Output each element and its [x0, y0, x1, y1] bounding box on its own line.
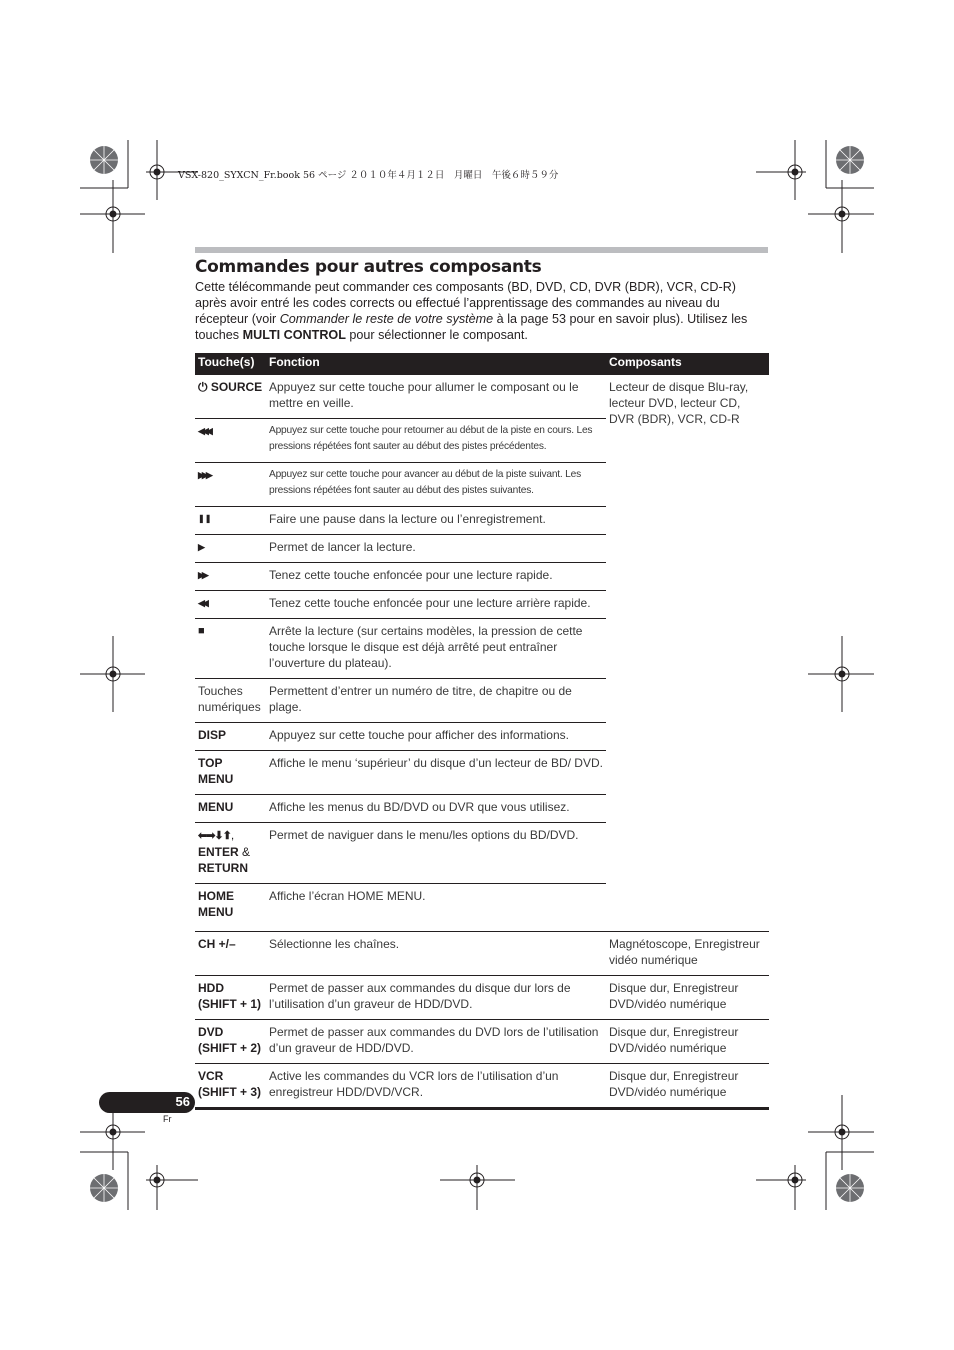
table-row — [195, 1020, 769, 1064]
function-cell: Sélectionne les chaînes. — [266, 932, 606, 976]
key-cell: TOP MENU — [195, 751, 266, 795]
table-row — [195, 375, 769, 419]
pause-icon: ❚❚ — [195, 507, 266, 535]
intro-text-1: Cette télécommande peut commander ces composants (BD, DVD, CD, DVR (BDR), VCR, CD-R) après avoir entré les codes corrects ou effectué l’apprentissage des commandes au niveau du récepteur (voir — [195, 280, 736, 326]
components-cell: Disque dur, Enregistreur DVD/vidéo numérique — [606, 976, 769, 1020]
intro-text-2: à la page 53 pour en savoir plus). Utilisez les touches — [195, 312, 748, 342]
intro-text-3: pour sélectionner le composant. — [345, 328, 528, 342]
components-cell: Magnétoscope, Enregistreur vidéo numérique — [606, 932, 769, 976]
next-track-icon: ▶▶▶ — [195, 463, 266, 507]
key-cell: ⏻ SOURCE — [195, 375, 266, 419]
intro-link-title: Commander le reste de votre système — [279, 312, 494, 326]
print-header: VSX-820_SYXCN_Fr.book 56 ページ ２０１０年４月１２日 月曜日 午後６時５９分 — [178, 170, 559, 181]
header-function: Fonction — [266, 353, 606, 375]
table-row — [195, 1064, 769, 1109]
function-cell: Active les commandes du VCR lors de l’utilisation d’un enregistreur HDD/DVD/VCR. — [266, 1064, 606, 1109]
section-title: Commandes pour autres composants — [195, 257, 542, 277]
previous-track-icon: ◀◀◀ — [195, 419, 266, 463]
function-cell: Tenez cette touche enfoncée pour une lecture rapide. — [266, 563, 606, 591]
function-cell: Affiche le menu ‘supérieur’ du disque d’un lecteur de BD/ DVD. — [266, 751, 606, 795]
arrow-keys-icon: ⬅➡⬇⬆ — [198, 830, 231, 842]
key-cell: DISP — [195, 723, 266, 751]
components-cell: Disque dur, Enregistreur DVD/vidéo numérique — [606, 1020, 769, 1064]
power-icon: ⏻ — [198, 380, 208, 394]
intro-paragraph — [195, 279, 769, 343]
table-header-row — [195, 353, 769, 375]
function-cell: Permet de passer aux commandes du disque dur lors de l’utilisation d’un graveur de HDD/DVD. — [266, 976, 606, 1020]
function-cell: Permettent d’entrer un numéro de titre, de chapitre ou de plage. — [266, 679, 606, 723]
header-components: Composants — [606, 353, 769, 375]
key-cell: CH +/– — [195, 932, 266, 976]
key-cell: DVD (SHIFT + 2) — [195, 1020, 266, 1064]
components-cell: Lecteur de disque Blu-ray, lecteur DVD, lecteur CD, DVR (BDR), VCR, CD-R — [606, 375, 769, 932]
commands-table — [195, 353, 769, 1110]
key-cell: VCR (SHIFT + 3) — [195, 1064, 266, 1109]
key-cell: Touches numériques — [195, 679, 266, 723]
play-icon: ▶ — [195, 535, 266, 563]
function-cell: Tenez cette touche enfoncée pour une lecture arrière rapide. — [266, 591, 606, 619]
key-cell: HDD (SHIFT + 1) — [195, 976, 266, 1020]
function-cell: Permet de naviguer dans le menu/les options du BD/DVD. — [266, 823, 606, 884]
fast-forward-icon: ▶▶ — [195, 563, 266, 591]
rewind-icon: ◀◀ — [195, 591, 266, 619]
function-cell: Appuyez sur cette touche pour avancer au début de la piste suivant. Les pressions répétées font sauter au début des pistes suivantes. — [266, 463, 606, 507]
function-cell: Appuyez sur cette touche pour retourner au début de la piste en cours. Les pressions répétées font sauter au début des pistes précédentes. — [266, 419, 606, 463]
intro-multi-control: MULTI CONTROL — [242, 328, 346, 342]
key-cell: HOME MENU — [195, 884, 266, 932]
key-cell: ⬅➡⬇⬆, ENTER & RETURN — [195, 823, 266, 884]
function-cell: Affiche les menus du BD/DVD ou DVR que vous utilisez. — [266, 795, 606, 823]
function-cell: Permet de passer aux commandes du DVD lors de l’utilisation d’un graveur de HDD/DVD. — [266, 1020, 606, 1064]
header-key: Touche(s) — [195, 353, 266, 375]
function-cell: Faire une pause dans la lecture ou l’enregistrement. — [266, 507, 606, 535]
table-row — [195, 976, 769, 1020]
stop-icon: ■ — [195, 619, 266, 679]
function-cell: Appuyez sur cette touche pour allumer le composant ou le mettre en veille. — [266, 375, 606, 419]
components-cell: Disque dur, Enregistreur DVD/vidéo numérique — [606, 1064, 769, 1109]
function-cell: Arrête la lecture (sur certains modèles, la pression de cette touche lorsque le disque est déjà arrêté peut entraîner l’ouverture du plateau). — [266, 619, 606, 679]
table-row — [195, 932, 769, 976]
section-bar — [195, 247, 768, 253]
page-number: 56 — [175, 1094, 190, 1109]
key-cell: MENU — [195, 795, 266, 823]
function-cell: Appuyez sur cette touche pour afficher des informations. — [266, 723, 606, 751]
function-cell: Affiche l’écran HOME MENU. — [266, 884, 606, 932]
function-cell: Permet de lancer la lecture. — [266, 535, 606, 563]
language-code: Fr — [163, 1114, 172, 1124]
